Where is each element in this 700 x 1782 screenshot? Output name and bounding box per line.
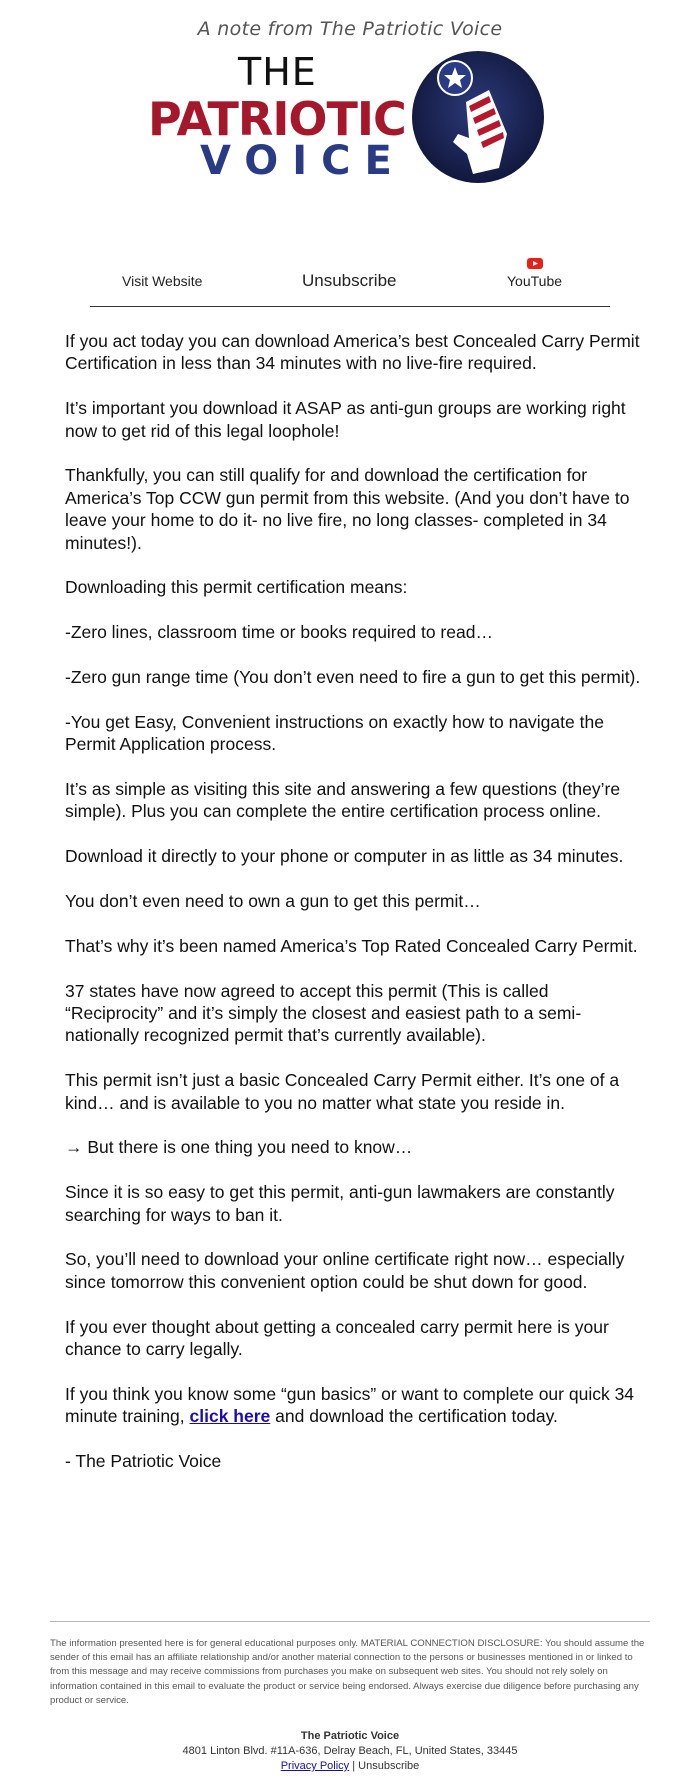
logo-line-voice: VOICE <box>200 138 406 184</box>
privacy-policy-link[interactable]: Privacy Policy <box>280 1760 350 1772</box>
body-paragraph: It’s important you download it ASAP as anti-gun groups are working right now to get rid of this legal loophole! <box>65 398 626 441</box>
youtube-link[interactable]: YouTube <box>507 273 563 289</box>
patriotic-hand-star-icon <box>411 50 546 185</box>
body-paragraph: -Zero lines, classroom time or books required to read… <box>65 622 493 643</box>
footer-org-name: The Patriotic Voice <box>300 1730 400 1742</box>
body-paragraph: -Zero gun range time (You don’t even need to fire a gun to get this permit). <box>65 667 641 688</box>
header-note: A note from The Patriotic Voice <box>197 18 503 40</box>
body-paragraph: -You get Easy, Convenient instructions on exactly how to navigate the Permit Application process. <box>65 711 604 755</box>
footer-link-separator: | <box>349 1760 359 1772</box>
cta-text-before: If you think you know some “gun basics” or want to complete our quick 34 minute training, <box>65 1383 635 1427</box>
footer <box>0 1729 700 1774</box>
logo-line-patriotic: PATRIOTIC <box>148 92 406 146</box>
footer-unsubscribe-link[interactable]: Unsubscribe <box>358 1760 420 1772</box>
body-paragraph: → But there is one thing you need to know… <box>65 1137 413 1158</box>
youtube-icon[interactable] <box>527 258 543 269</box>
cta-text-after: and download the certification today. <box>270 1406 558 1427</box>
footer-address: 4801 Linton Blvd. #11A-636, Delray Beach, FL, United States, 33445 <box>182 1745 518 1757</box>
body-paragraph: So, you’ll need to download your online certificate right now… especially since tomorrow this convenient option could be shut down for good. <box>65 1249 625 1292</box>
body-paragraph: If you ever thought about getting a concealed carry permit here is your chance to carry legally. <box>65 1316 609 1360</box>
visit-website-link[interactable]: Visit Website <box>122 273 203 289</box>
body-paragraph: This permit isn’t just a basic Concealed Carry Permit either. It’s one of a kind… and is available to you no matter what state you reside in. <box>65 1070 620 1113</box>
unsubscribe-nav-link[interactable]: Unsubscribe <box>302 271 397 290</box>
disclaimer-text: The information presented here is for general educational purposes only. MATERIAL CONNECTION DISCLOSURE: You should assume the sender of this email has an affiliate relationship and/or another material connection to the persons or businesses mentioned in or linked to from this message and may receive commissions from purchases you make on subsequent web sites. You should not rely solely on information contained in this email to evaluate the product or service being endorsed. Always exercise due diligence before purchasing any product or service. <box>50 1638 645 1706</box>
click-here-link[interactable]: click here <box>189 1406 271 1427</box>
body-paragraph: It’s as simple as visiting this site and answering a few questions (they’re simple). Plus you can complete the entire certification process online. <box>65 779 621 822</box>
body-paragraph: Downloading this permit certification means: <box>65 577 408 598</box>
cta-paragraph <box>65 1383 645 1428</box>
body-paragraph: You don’t even need to own a gun to get this permit… <box>65 891 481 912</box>
body-paragraph: That’s why it’s been named America’s Top Rated Concealed Carry Permit. <box>65 935 638 956</box>
body-paragraph: 37 states have now agreed to accept this permit (This is called “Reciprocity” and it’s simply the closest and easiest path to a semi-nationally recognized permit that’s currently available). <box>65 980 582 1046</box>
brand-logo <box>148 50 548 190</box>
email-body <box>65 330 645 1495</box>
footer-divider <box>50 1621 650 1622</box>
body-paragraph: If you act today you can download America’s best Concealed Carry Permit Certification in less than 34 minutes with no live-fire required. <box>65 331 640 374</box>
body-paragraph: Since it is so easy to get this permit, anti-gun lawmakers are constantly searching for ways to ban it. <box>65 1182 615 1225</box>
header-nav <box>90 268 610 307</box>
logo-line-the: THE <box>238 50 317 94</box>
signoff: - The Patriotic Voice <box>65 1451 222 1472</box>
body-paragraph: Thankfully, you can still qualify for and download the certification for America’s Top CCW gun permit from this website. (And you don’t have to leave your home to do it- no live fire, no long classes- completed in 34 minutes!). <box>65 465 630 553</box>
footer-links <box>0 1759 700 1774</box>
body-paragraph: Download it directly to your phone or computer in as little as 34 minutes. <box>65 846 624 867</box>
